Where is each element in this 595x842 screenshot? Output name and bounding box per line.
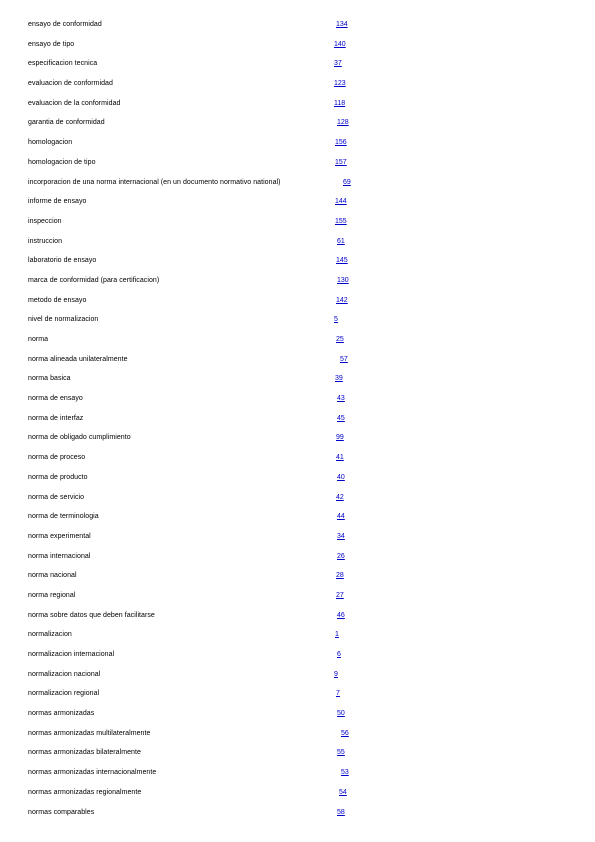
page-link[interactable]: 41 bbox=[336, 454, 344, 462]
index-term: norma sobre datos que deben facilitarse bbox=[28, 611, 155, 619]
page-link[interactable]: 44 bbox=[337, 513, 345, 521]
page-link[interactable]: 53 bbox=[341, 769, 349, 777]
page-link[interactable]: 27 bbox=[336, 591, 344, 599]
index-term: normas armonizadas bilateralmente bbox=[28, 749, 141, 757]
page-link[interactable]: 37 bbox=[334, 60, 342, 68]
index-entry bbox=[0, 409, 595, 429]
page-link[interactable]: 118 bbox=[334, 99, 346, 107]
index-term: homologacion bbox=[28, 139, 73, 147]
page-link[interactable]: 55 bbox=[337, 749, 345, 757]
index-term: norma internacional bbox=[28, 552, 91, 560]
page-link[interactable]: 56 bbox=[341, 729, 349, 737]
index-entry bbox=[0, 232, 595, 252]
page-link[interactable]: 39 bbox=[335, 375, 343, 383]
index-term: normalizacion bbox=[28, 631, 72, 639]
index-entry bbox=[0, 94, 595, 114]
index-term: norma de producto bbox=[28, 473, 88, 481]
index-entry bbox=[0, 251, 595, 271]
index-entry bbox=[0, 54, 595, 74]
page-link[interactable]: 1 bbox=[335, 631, 339, 639]
index-entry bbox=[0, 212, 595, 232]
page-link[interactable]: 157 bbox=[335, 158, 347, 166]
index-entry bbox=[0, 625, 595, 645]
page-link[interactable]: 6 bbox=[337, 651, 341, 658]
page-link[interactable]: 5 bbox=[334, 316, 338, 324]
index-entry bbox=[0, 15, 595, 35]
index-list bbox=[0, 15, 595, 822]
index-term: metodo de ensayo bbox=[28, 296, 87, 304]
page-link[interactable]: 50 bbox=[337, 710, 345, 718]
page-link[interactable]: 156 bbox=[335, 139, 347, 147]
page-link[interactable]: 25 bbox=[336, 336, 344, 343]
page-link[interactable]: 144 bbox=[335, 198, 347, 206]
index-entry bbox=[0, 74, 595, 94]
index-entry bbox=[0, 586, 595, 606]
index-term: norma de terminologia bbox=[28, 513, 99, 521]
page-link[interactable]: 61 bbox=[337, 237, 345, 245]
index-entry bbox=[0, 763, 595, 783]
index-term: norma de ensayo bbox=[28, 395, 83, 403]
index-term: normas armonizadas regionalmente bbox=[28, 788, 142, 796]
page-link[interactable]: 130 bbox=[337, 276, 349, 284]
index-entry bbox=[0, 704, 595, 724]
page-link[interactable]: 7 bbox=[336, 690, 340, 698]
page-link[interactable]: 57 bbox=[340, 355, 348, 363]
index-entry bbox=[0, 507, 595, 527]
index-entry bbox=[0, 35, 595, 55]
page-link[interactable]: 26 bbox=[337, 552, 345, 560]
index-entry bbox=[0, 803, 595, 823]
page-link[interactable]: 46 bbox=[337, 611, 345, 619]
index-entry bbox=[0, 389, 595, 409]
page-link[interactable]: 34 bbox=[337, 532, 345, 540]
index-entry bbox=[0, 153, 595, 173]
index-entry bbox=[0, 291, 595, 311]
page-link[interactable]: 134 bbox=[336, 21, 348, 28]
index-entry bbox=[0, 133, 595, 153]
index-term: garantia de conformidad bbox=[28, 119, 105, 127]
index-entry bbox=[0, 369, 595, 389]
index-term: norma alineada unilateralmente bbox=[28, 355, 128, 363]
index-term: norma de servicio bbox=[28, 493, 85, 501]
index-entry bbox=[0, 488, 595, 508]
page-link[interactable]: 140 bbox=[334, 40, 346, 48]
page-link[interactable]: 123 bbox=[334, 80, 346, 88]
index-entry bbox=[0, 566, 595, 586]
page-link[interactable]: 155 bbox=[335, 217, 347, 225]
page-link[interactable]: 142 bbox=[336, 296, 348, 304]
index-entry bbox=[0, 684, 595, 704]
index-entry bbox=[0, 724, 595, 744]
index-term: evaluacion de la conformidad bbox=[28, 99, 121, 107]
index-entry bbox=[0, 606, 595, 626]
index-entry bbox=[0, 468, 595, 488]
index-term: normas armonizadas bbox=[28, 710, 95, 718]
page-link[interactable]: 69 bbox=[343, 178, 351, 186]
page-link[interactable]: 58 bbox=[337, 808, 345, 816]
index-entry bbox=[0, 783, 595, 803]
index-entry bbox=[0, 645, 595, 665]
index-term: norma regional bbox=[28, 591, 76, 599]
index-term: marca de conformidad (para certificacion) bbox=[28, 276, 160, 284]
index-term: instruccion bbox=[28, 237, 63, 245]
index-term: norma experimental bbox=[28, 532, 91, 540]
index-term: norma de proceso bbox=[28, 454, 86, 462]
index-entry bbox=[0, 428, 595, 448]
page-link[interactable]: 45 bbox=[337, 414, 345, 422]
index-term: homologacion de tipo bbox=[28, 158, 96, 166]
index-term: especificacion tecnica bbox=[28, 60, 98, 68]
page-link[interactable]: 42 bbox=[336, 493, 344, 501]
index-entry bbox=[0, 113, 595, 133]
index-term: normalizacion internacional bbox=[28, 651, 115, 658]
page-link[interactable]: 43 bbox=[337, 395, 345, 403]
page-link[interactable]: 40 bbox=[337, 473, 345, 481]
index-term: normalizacion regional bbox=[28, 690, 100, 698]
index-entry bbox=[0, 743, 595, 763]
page-link[interactable]: 128 bbox=[337, 119, 349, 127]
index-term: informe de ensayo bbox=[28, 198, 87, 206]
index-term: normalizacion nacional bbox=[28, 670, 101, 678]
index-term: norma nacional bbox=[28, 572, 77, 580]
page-link[interactable]: 54 bbox=[339, 788, 347, 796]
index-term: evaluacion de conformidad bbox=[28, 80, 113, 88]
index-entry bbox=[0, 192, 595, 212]
index-term: ensayo de conformidad bbox=[28, 21, 102, 28]
index-entry bbox=[0, 527, 595, 547]
index-entry bbox=[0, 330, 595, 350]
page-link[interactable]: 9 bbox=[334, 670, 338, 678]
page-link[interactable]: 145 bbox=[336, 257, 348, 265]
index-term: norma bbox=[28, 336, 49, 343]
index-term: normas armonizadas internacionalmente bbox=[28, 769, 157, 777]
index-term: incorporacion de una norma internacional (en un documento normativo national) bbox=[28, 178, 281, 186]
index-entry bbox=[0, 271, 595, 291]
index-term: norma de obligado cumplimiento bbox=[28, 434, 131, 442]
index-term: ensayo de tipo bbox=[28, 40, 75, 48]
page-link[interactable]: 28 bbox=[336, 572, 344, 580]
index-term: normas armonizadas multilateralmente bbox=[28, 729, 151, 737]
index-term: inspeccion bbox=[28, 217, 62, 225]
index-entry bbox=[0, 665, 595, 685]
index-term: norma basica bbox=[28, 375, 71, 383]
index-entry bbox=[0, 173, 595, 193]
index-entry bbox=[0, 350, 595, 370]
index-term: norma de interfaz bbox=[28, 414, 84, 422]
index-entry bbox=[0, 310, 595, 330]
index-term: laboratorio de ensayo bbox=[28, 257, 97, 265]
index-term: nivel de normalizacion bbox=[28, 316, 99, 324]
index-entry bbox=[0, 547, 595, 567]
page-link[interactable]: 99 bbox=[336, 434, 344, 442]
index-term: normas comparables bbox=[28, 808, 95, 816]
index-entry bbox=[0, 448, 595, 468]
